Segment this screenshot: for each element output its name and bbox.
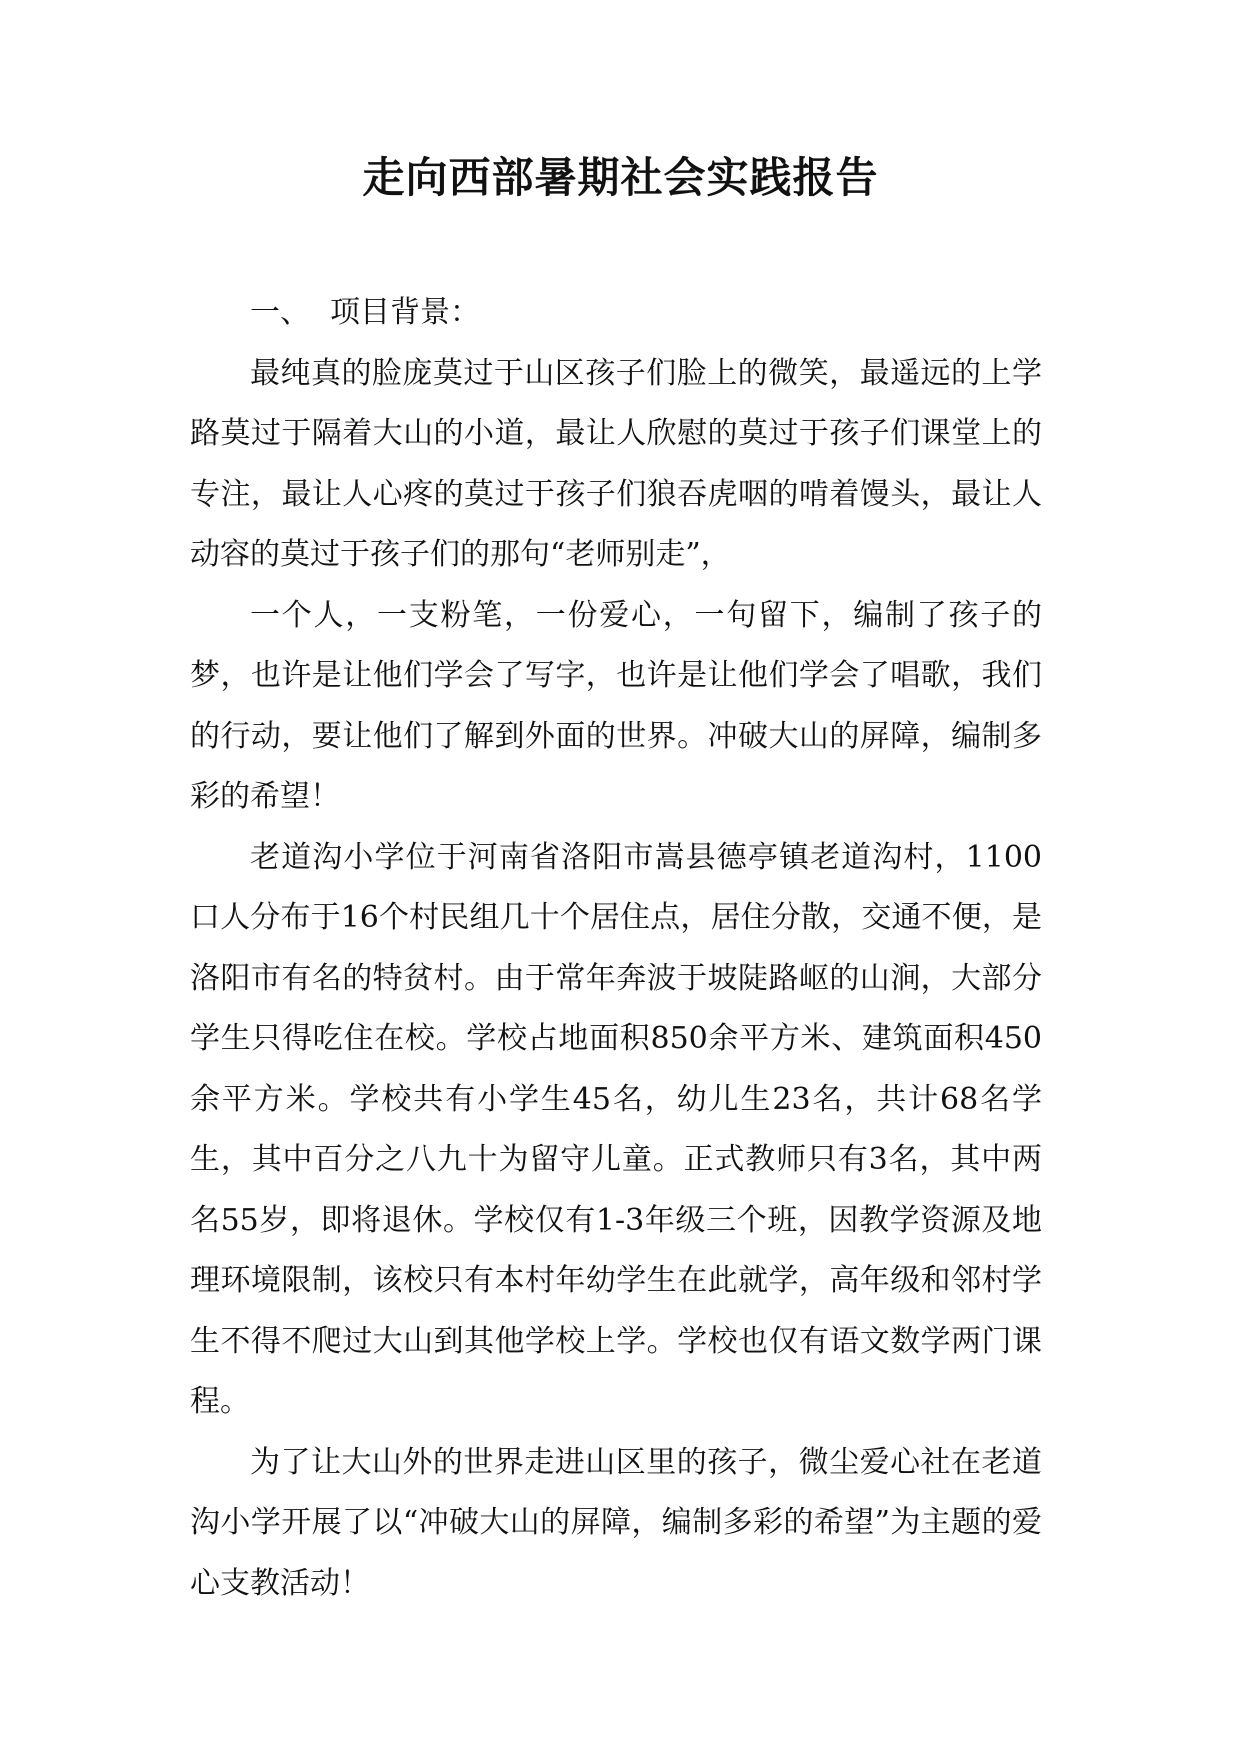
paragraph-activity: 为了让大山外的世界走进山区里的孩子，微尘爱心社在老道沟小学开展了以“冲破大山的屏障，编制多彩的希望”为主题的爱心支教活动！ <box>190 1444 1042 1601</box>
section-title: 项目背景： <box>330 295 480 330</box>
document-body <box>190 283 1042 1614</box>
paragraph-school-info: 老道沟小学位于河南省洛阳市嵩县德亭镇老道沟村，1100口人分布于16个村民组几十个居住点，居住分散，交通不便，是洛阳市有名的特贫村。由于常年奔波于坡陡路岖的山涧，大部分学生只得吃住在校。学校占地面积850余平方米、建筑面积450余平方米。学校共有小学生45名，幼儿生23名，共计68名学生，其中百分之八九十为留守儿童。正式教师只有3名，其中两名55岁，即将退休。学校仅有1-3年级三个班，因教学资源及地理环境限制，该校只有本村年幼学生在此就学，高年级和邻村学生不得不爬过大山到其他学校上学。学校也仅有语文数学两门课程。 <box>190 839 1042 1419</box>
section-heading <box>190 283 1042 344</box>
document-title: 走向西部暑期社会实践报告 <box>362 153 879 202</box>
section-number: 一、 <box>250 295 310 330</box>
paragraph-mission: 一个人，一支粉笔，一份爱心，一句留下，编制了孩子的梦，也许是让他们学会了写字，也许是让他们学会了唱歌，我们的行动，要让他们了解到外面的世界。冲破大山的屏障，编制多彩的希望！ <box>190 597 1042 814</box>
paragraph-intro: 最纯真的脸庞莫过于山区孩子们脸上的微笑，最遥远的上学路莫过于隔着大山的小道，最让人欣慰的莫过于孩子们课堂上的专注，最让人心疼的莫过于孩子们狼吞虎咽的啃着馒头，最让人动容的莫过于孩子们的那句“老师别走”， <box>190 355 1042 572</box>
